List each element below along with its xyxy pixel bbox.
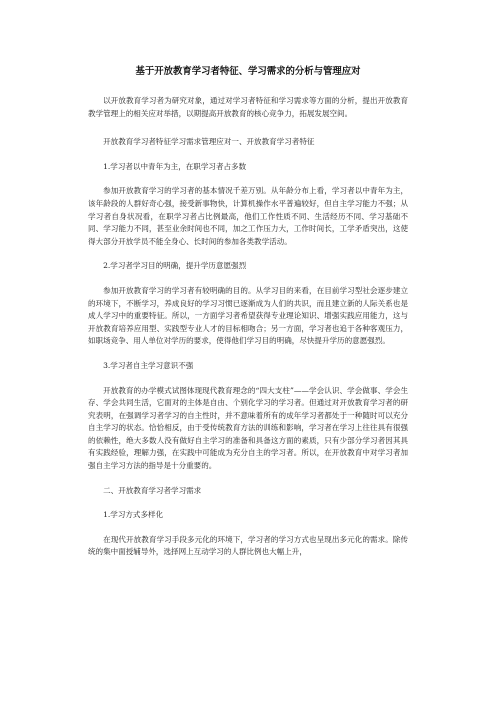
subsection-heading: 3.学习者自主学习意识不强 xyxy=(103,360,194,370)
subsection-heading: 1.学习者以中青年为主，在职学习者占多数 xyxy=(103,161,247,171)
subsection-heading: 1.学习方式多样化 xyxy=(103,510,164,520)
body-paragraph: 参加开放教育学习的学习者有较明确的目的。从学习目的来看，在目前学习型社会逐步建立的环境下，不断学习，养成良好的学习习惯已逐渐成为人们的共识，而且建立新的人际关系也是成人学习中的重要特征。所以，一方面学习者希望获得专业理论知识、增强实践应用能力，这与开放教育培养应用型、实践型专业人才的目标相吻合；另一方面，学习者也追于各种客观压力，如职场竞争、用人单位对学历的要求，使得他们学习目的明确，尽快提升学历的意愿强烈。 xyxy=(88,285,408,346)
body-paragraph: 在现代开放教育学习手段多元化的环境下，学习者的学习方式也呈现出多元化的需求。除传统的集中面授辅导外，选择网上互动学习的人群比例也大幅上升， xyxy=(88,534,408,557)
body-paragraph: 开放教育的办学模式试图体现现代教育理念的“四大支柱”——学会认识、学会做事、学会生存、学会共同生活，它面对的主体是自由、个别化学习的学习者。但通过对开放教育学习者的研究表明，在强调学习者学习的自主性时，并不意味着所有的成年学习者都处于一种随时可以充分自主学习的状态。恰恰相反，由于受传统教育方法的训练和影响，学习者在学习上往往具有很强的依赖性，绝大多数人没有做好自主学习的准备和具备这方面的素质，只有少部分学习者因其具有实践经验，理解力强，在实践中可能成为充分自主的学习者。所以，在开放教育中对学习者加强自主学习方法的指导是十分重要的。 xyxy=(88,385,408,471)
abstract-paragraph: 以开放教育学习者为研究对象，通过对学习者特征和学习需求等方面的分析，提出开放教育教学管理上的相关应对举措，以期提高开放教育的核心竞争力，拓展发展空间。 xyxy=(88,96,408,118)
document-page xyxy=(88,0,408,559)
subsection-heading: 2.学习者学习目的明确，提升学历意愿强烈 xyxy=(103,261,247,271)
body-paragraph: 参加开放教育学习的学习者的基本情况千差万别。从年龄分布上看，学习者以中青年为主，该年龄段的人群好奇心强，接受新事物快，计算机操作水平普遍较好，但自主学习能力不强；从学习者自身状况看，在职学习者占比例最高，他们工作性质不同、生活经历不同、学习基础不同、学习能力不同，甚至业余时间也不同，加之工作压力大，工作时间长，工学矛盾突出，这使得大部分开放学员不能全身心、长时间的参加各类教学活动。 xyxy=(88,186,408,246)
document-title: 基于开放教育学习者特征、学习需求的分析与管理应对 xyxy=(135,66,361,77)
section-heading: 二、开放教育学习者学习需求 xyxy=(103,485,202,495)
section-heading: 开放教育学习者特征学习需求管理应对一、开放教育学习者特征 xyxy=(103,137,315,147)
